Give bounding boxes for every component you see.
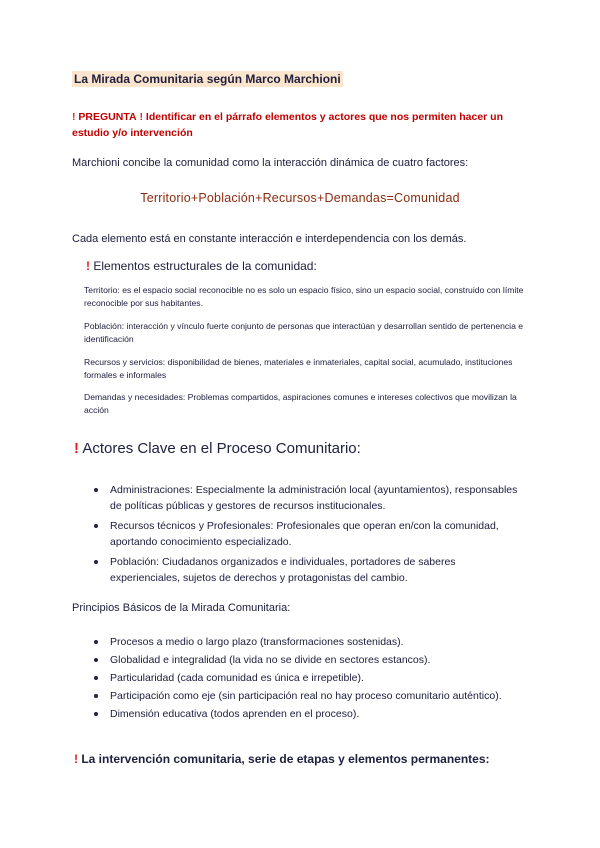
- list-item: Dimensión educativa (todos aprenden en el proceso).: [94, 706, 524, 722]
- list-item: Población: Ciudadanos organizados e individuales, portadores de saberes experienciales, sujetos de derechos y protagonistas del cambio.: [94, 554, 524, 586]
- principles-list: [94, 634, 524, 724]
- list-item: Particularidad (cada comunidad es única e irrepetible).: [94, 670, 524, 686]
- structural-item-recursos: Recursos y servicios: disponibilidad de bienes, materiales e inmateriales, capital social, acumulado, instituciones formales e informales: [84, 357, 513, 380]
- exclamation-icon: !: [86, 259, 90, 273]
- list-item: Procesos a medio o largo plazo (transformaciones sostenidas).: [94, 634, 524, 650]
- intro-paragraph: Marchioni concibe la comunidad como la interacción dinámica de cuatro factores:: [72, 157, 469, 169]
- intervention-heading-text: La intervención comunitaria, serie de etapas y elementos permanentes:: [81, 752, 490, 766]
- actors-heading: [74, 440, 361, 457]
- structural-item-demandas: Demandas y necesidades: Problemas compartidos, aspiraciones comunes e intereses colectivos que movilizan la acción: [84, 392, 517, 415]
- exclamation-icon: !: [74, 752, 78, 766]
- page-title: La Mirada Comunitaria según Marco Marchioni: [74, 72, 341, 86]
- structural-heading: [86, 259, 317, 273]
- actors-list: [94, 482, 524, 590]
- principles-heading: Principios Básicos de la Mirada Comunitaria:: [72, 602, 291, 614]
- list-item: Participación como eje (sin participación real no hay proceso comunitario auténtico).: [94, 688, 524, 704]
- exclamation-icon: !: [72, 111, 76, 123]
- exclamation-icon: !: [74, 440, 79, 457]
- list-item: Globalidad e integralidad (la vida no se divide en sectores estancos).: [94, 652, 524, 668]
- intervention-heading: [74, 752, 490, 766]
- list-item: Recursos técnicos y Profesionales: Profesionales que operan en/con la comunidad, aportando conocimiento especializado.: [94, 518, 524, 550]
- question-text: Identificar en el párrafo elementos y actores que nos permiten hacer un estudio y/o intervención: [72, 111, 504, 139]
- structural-item-poblacion: Población: interacción y vínculo fuerte conjunto de personas que interactúan y desarrollan sentido de pertenencia e identificación: [84, 321, 524, 344]
- actors-heading-text: Actores Clave en el Proceso Comunitario:: [82, 440, 361, 457]
- structural-item-territorio: Territorio: es el espacio social reconocible no es solo un espacio físico, sino un espacio social, construido con límite reconocible por sus habitantes.: [84, 285, 524, 308]
- question-label: PREGUNTA: [78, 111, 137, 123]
- structural-heading-text: Elementos estructurales de la comunidad:: [93, 259, 317, 273]
- exclamation-icon: !: [139, 111, 143, 123]
- community-formula: Territorio+Población+Recursos+Demandas=Comunidad: [140, 191, 460, 205]
- list-item: Administraciones: Especialmente la administración local (ayuntamientos), responsables de políticas públicas y gestores de recursos institucionales.: [94, 482, 524, 514]
- question-block: [72, 109, 532, 141]
- interdependence-paragraph: Cada elemento está en constante interacción e interdependencia con los demás.: [72, 233, 467, 245]
